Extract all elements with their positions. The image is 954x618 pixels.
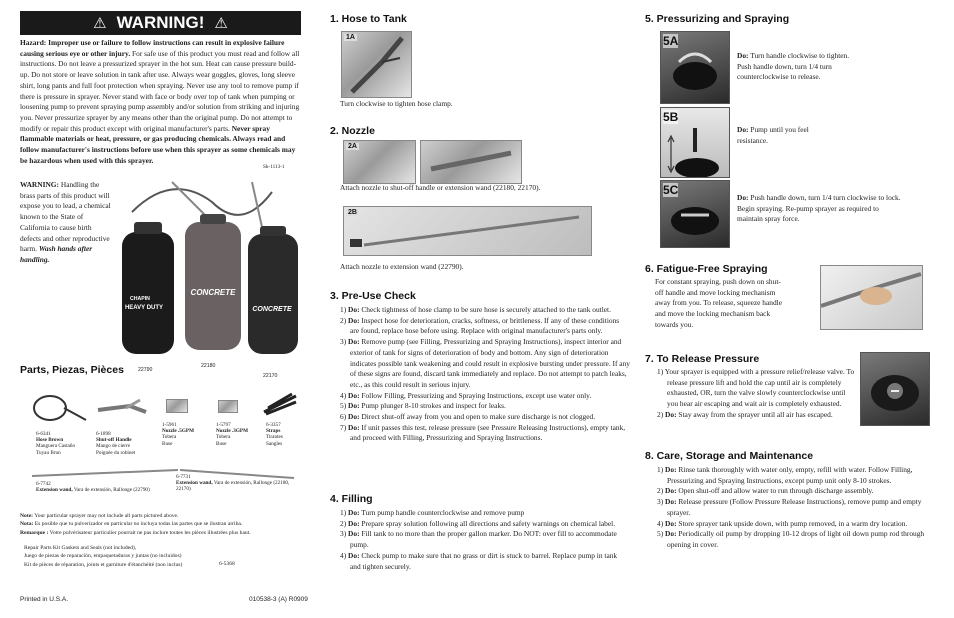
part-number: 6-7742 — [36, 481, 51, 487]
model-22170: 22170 — [263, 373, 278, 379]
step-do: Do: — [737, 125, 749, 134]
part-name-rest: Vara de extensión, Rallonge (22180, 22170) — [176, 480, 290, 493]
shutoff-handle-image — [96, 398, 154, 418]
hazard-lead: Hazard: Improper use or failure to follow instructions can result in explosive failure causing serious eye or other injury. — [20, 38, 285, 58]
item-text: Stay away from the sprayer until all air has escaped. — [676, 409, 833, 419]
item-text: Prepare spray solution following all directions and safety warnings on chemical label. — [359, 518, 616, 528]
list-item — [657, 465, 941, 486]
part-name-fr: Tuyau Brun — [36, 449, 61, 456]
model-22790: 22790 — [138, 367, 153, 373]
sprayer-label-1: HEAVY DUTY — [124, 305, 164, 311]
item-number: 2) — [657, 409, 664, 419]
figure-2b — [343, 206, 592, 256]
straps-image — [262, 392, 298, 416]
part-name: Shut-off Handle — [96, 437, 132, 444]
part-number: 6-1898 — [96, 431, 111, 437]
hazard-paragraph — [20, 38, 304, 166]
item-number: 4) — [657, 518, 664, 528]
footer-code: 010538-3 (A) R0909 — [249, 596, 308, 603]
list-item — [340, 423, 630, 444]
list-item — [340, 412, 630, 423]
item-do: Do: — [348, 315, 360, 325]
part-name-es: Tobera — [162, 434, 177, 441]
kit-line-fr: Kit de pièces de réparation, joints et garniture d'étanchéité (non inclus) — [24, 561, 183, 568]
item-do: Do: — [348, 390, 360, 400]
figure-5b — [660, 107, 730, 178]
list-item — [657, 367, 855, 410]
sprayer-label-3: CONCRETE — [252, 306, 292, 313]
nota-lead: Nota: — [20, 521, 34, 528]
list-item — [340, 316, 630, 337]
part-name-es: Mango de cierre — [96, 443, 130, 450]
figure-2a-left — [343, 140, 416, 184]
part-name: Extension wand, — [36, 487, 73, 494]
remarque-lead: Remarque : — [20, 529, 49, 536]
step-do: Do: — [737, 51, 749, 60]
warning-triangle-icon: ⚠ — [93, 15, 107, 32]
item-text: Rinse tank thoroughly with water only, empty, refill with water. Follow Filling, Pressurizing and Spraying Instructions, except pump unit only 8-10 strokes. — [667, 465, 913, 485]
item-number: 3) — [657, 497, 664, 507]
part-name: Straps — [266, 428, 281, 435]
item-do: Do: — [665, 529, 677, 539]
nozzle-3gpm-image — [218, 400, 238, 413]
part-name: Hose Brown — [36, 437, 64, 444]
list-item — [340, 508, 620, 519]
item-text: Open shut-off and allow water to run through discharge assembly. — [676, 486, 874, 496]
step-text: Pump until you feel resistance. — [737, 125, 809, 145]
item-text: Store sprayer tank upside down, with pump removed, in a warm dry location. — [676, 518, 908, 528]
sec6-text: For constant spraying, push down on shut-off handle and move locking mechanism away from you. To release, squeeze handle and move the locking mechanism back towards you. — [655, 277, 782, 329]
kit-number: 6-5368 — [219, 561, 235, 567]
list-item — [657, 410, 855, 421]
figure-2a-right — [420, 140, 522, 184]
kit-line-en: Repair Parts Kit Gaskets and Seals (not included), — [24, 545, 137, 551]
part-wand-22790 — [36, 481, 176, 493]
item-text: Your sprayer is equipped with a pressure relief/release valve. To release pressure lift and hold the cap until air is completely exhausted, OR, turn the valve slowly counterclockwise until you hear air escaping and wait air is completely exhausted. — [664, 367, 855, 409]
item-number: 5) — [340, 401, 347, 411]
prop65-end: Wash hands after handling. — [20, 244, 93, 264]
sec5-heading: 5. Pressurizing and Spraying — [645, 13, 790, 25]
part-number: 6-6341 — [36, 431, 51, 437]
item-number: 1) — [657, 465, 664, 474]
figure-5c — [660, 180, 730, 248]
item-do: Do: — [348, 529, 360, 539]
item-number: 1) — [657, 367, 664, 376]
item-do: Do: — [348, 412, 360, 422]
item-do: Do: — [665, 465, 677, 474]
figure-5a — [660, 31, 730, 104]
prop65-body: Handling the brass parts of this product will expose you to lead, a chemical known to the State of California to cause birth defects and other reproductive harm. — [20, 180, 111, 254]
part-straps — [266, 422, 306, 447]
sec7-list — [657, 367, 855, 421]
item-number: 4) — [340, 550, 347, 560]
item-text: Pump plunger 8-10 strokes and inspect for leaks. — [359, 401, 506, 411]
item-do: Do: — [348, 518, 360, 528]
item-text: Check tightness of hose clamp to be sure hose is securely attached to the tank outlet. — [359, 305, 611, 314]
list-item — [657, 519, 941, 530]
part-number: 6-3357 — [266, 422, 281, 428]
item-number: 3) — [340, 529, 347, 539]
list-item — [340, 529, 620, 550]
item-number: 7) — [340, 422, 347, 432]
sec3-list — [340, 305, 630, 444]
item-text: Periodically oil pump by dropping 10-12 drops of light oil down pump rod through opening in cover. — [667, 529, 925, 549]
model-22180: 22180 — [201, 363, 216, 369]
figure-6 — [820, 265, 923, 330]
part-wand-22180 — [176, 474, 300, 493]
note-lead: Note: — [20, 513, 34, 519]
part-name-rest: Vara de extensión, Rallonge (22790) — [72, 487, 150, 494]
sec8-list — [657, 465, 941, 551]
item-do: Do: — [348, 305, 360, 314]
part-name: Extension wand, — [176, 480, 213, 487]
fig-label: 5C — [663, 183, 679, 197]
item-do: Do: — [348, 337, 360, 347]
kit-line-es: Juego de piezas de reparación, empaquetaduras y juntas (no incluidos) — [24, 553, 182, 560]
part-name-es: Manguera Castaño — [36, 443, 76, 450]
prop65-lead: WARNING: — [20, 180, 60, 189]
hazard-body: For safe use of this product you must read and follow all instructions. Do not leave a pressurized sprayer in the hot sun. Heat can cause pressure build-up. Do not store or leave solution in tank after use. Always wear goggles, gloves, long sleeve shirt, long pants and full foot protection when spraying. Never use any tool to remove pump if there is pressure in sprayer. Never stand with face or body over top of tank when pumping or loosening pump to prevent spraying pump assembly and/or solution from striking and injuring you. Never pressurize sprayer by any means other than the original pump. Do not attempt to modify or repair this product except with original manufacturer's parts. — [20, 48, 300, 133]
part-number: 1-5797 — [216, 422, 231, 428]
sec2-heading: 2. Nozzle — [330, 125, 375, 137]
prop65-warning — [20, 180, 112, 266]
item-text: Direct shut-off away from you and open to make sure discharge is not clogged. — [359, 412, 596, 422]
item-text: Turn pump handle counterclockwise and remove pump — [359, 508, 525, 517]
fig-label: 5A — [663, 34, 679, 48]
step-5a-text — [737, 51, 857, 83]
list-item — [657, 529, 941, 550]
list-item — [340, 391, 630, 402]
list-item — [340, 305, 630, 316]
remarque-text: Votre pulvérisateur particulier pourrait ne pas inclure toutes les pièces illustrées plus haut. — [48, 529, 251, 536]
list-item — [340, 401, 630, 412]
sec3-heading: 3. Pre-Use Check — [330, 290, 416, 302]
item-number: 4) — [340, 390, 347, 400]
list-item — [340, 519, 620, 530]
item-do: Do: — [348, 550, 360, 560]
extension-wand-image — [30, 466, 180, 482]
warning-title: WARNING! — [116, 13, 205, 32]
warning-banner — [20, 11, 301, 35]
part-name-fr: Buse — [162, 440, 173, 447]
parts-notes — [20, 512, 310, 537]
step-text: Push handle down, turn 1/4 turn clockwise to lock. Begin spraying. Re-pump sprayer as required to maintain spray force. — [737, 193, 901, 224]
warning-triangle-icon: ⚠ — [214, 15, 228, 32]
item-number: 1) — [340, 508, 347, 517]
list-item — [340, 337, 630, 391]
part-number: 1-5961 — [162, 422, 177, 428]
part-nozzle-5gpm — [162, 422, 212, 447]
item-do: Do: — [665, 518, 677, 528]
step-text: Turn handle clockwise to tighten. Push handle down, turn 1/4 turn counterclockwise to release. — [737, 51, 850, 82]
part-name: Nozzle .5GPM — [162, 428, 194, 435]
part-number: 6-7731 — [176, 474, 191, 480]
sec4-heading: 4. Filling — [330, 493, 373, 505]
item-number: 5) — [657, 529, 664, 539]
item-number: 2) — [657, 486, 664, 496]
sec1-heading: 1. Hose to Tank — [330, 13, 407, 25]
part-name-fr: Buse — [216, 440, 227, 447]
hazard-bold: Never spray flammable materials or heat, pressure, or gas producing chemicals. Always read and follow manufacturer's instructions before use when this sprayer as some chemicals may be hazardous when used with this sprayer. — [20, 123, 296, 165]
item-number: 1) — [340, 305, 347, 314]
sprayer-lineup-image — [112, 172, 308, 372]
fig-label: 5B — [663, 110, 679, 124]
footer-printed: Printed in U.S.A. — [20, 596, 69, 603]
item-do: Do: — [348, 422, 360, 432]
part-name-es: Tobera — [216, 434, 231, 441]
hose-image — [28, 390, 88, 426]
part-nozzle-3gpm — [216, 422, 266, 447]
item-text: Release pressure (Follow Pressure Release Instructions), remove pump and empty sprayer. — [667, 497, 922, 517]
item-do: Do: — [665, 409, 677, 419]
item-do: Do: — [665, 497, 677, 507]
item-do: Do: — [348, 508, 360, 517]
sprayer-label-2: CONCRETE — [190, 288, 236, 297]
brand-label: CHAPIN — [130, 296, 150, 302]
part-name-fr: Sangles — [266, 440, 283, 447]
nota-text: Es posible que tu pulverizador en particular no incluya todas las partes que se ilustran arriba. — [33, 521, 243, 528]
part-name: Nozzle .3GPM — [216, 428, 248, 435]
step-5b-text — [737, 125, 817, 146]
step-5c-text — [737, 193, 901, 225]
item-text: Remove pump (see Filling, Pressurizing and Spraying Instructions), inspect interior and exterior of tank for signs of deterioration of body and bottom. Any sign of deterioration indicates possible tank weakening and could result in explosive bursting under pressure. If any of these signs are found, discard tank immediately and replace. Do not attempt to patch leaks, etc., as this could result in serious injury. — [350, 337, 630, 389]
fig-label: 1A — [346, 34, 355, 41]
fig-label: 2A — [348, 143, 357, 150]
figure-1a — [341, 31, 412, 98]
fig-label: 2B — [348, 209, 357, 216]
warning-code: Sk-1113-1 — [263, 164, 285, 170]
figure-7 — [860, 352, 930, 426]
sec4-list — [340, 508, 620, 572]
part-name-es: Tirantes — [266, 434, 283, 441]
note-text: Your particular sprayer may not include all parts pictured above. — [33, 513, 179, 519]
sec1-caption: Turn clockwise to tighten hose clamp. — [340, 99, 453, 108]
item-number: 3) — [340, 337, 347, 347]
sec2-caption-a: Attach nozzle to shut-off handle or extension wand (22180, 22170). — [340, 183, 541, 192]
item-number: 2) — [340, 315, 347, 325]
list-item — [657, 497, 941, 518]
item-text: Inspect hose for deterioration, cracks, softness, or brittleness. If any of these conditions are found, replace hose before using. Replace with original manufacturer's parts only. — [350, 315, 620, 336]
item-number: 6) — [340, 412, 347, 422]
item-text: Check pump to make sure that no grass or dirt is stuck to barrel. Replace pump in tank and tighten securely. — [350, 550, 618, 571]
item-number: 2) — [340, 518, 347, 528]
part-shutoff-handle — [96, 431, 160, 456]
parts-heading: Parts, Piezas, Pièces — [20, 364, 124, 376]
sec6-heading: 6. Fatigue-Free Spraying — [645, 263, 768, 275]
sec8-heading: 8. Care, Storage and Maintenance — [645, 450, 814, 462]
list-item — [657, 486, 941, 497]
part-hose — [36, 431, 96, 456]
item-do: Do: — [665, 486, 677, 496]
list-item — [340, 551, 620, 572]
item-do: Do: — [348, 401, 360, 411]
sec7-heading: 7. To Release Pressure — [645, 353, 760, 365]
item-text: Follow Filling, Pressurizing and Spraying Instructions, except use water only. — [359, 390, 592, 400]
part-name-fr: Poignée du robinet — [96, 449, 136, 456]
step-do: Do: — [737, 193, 749, 202]
item-text: Fill tank to no more than the proper gallon marker. Do NOT: over fill to accommodate pump. — [350, 529, 617, 550]
nozzle-5gpm-image — [166, 399, 188, 413]
item-text: If unit passes this test, release pressure (see Pressure Releasing Instructions), empty tank, and proceed with Filling, Pressurizing and Spraying Instructions. — [350, 422, 626, 443]
sec2-caption-b: Attach nozzle to extension wand (22790). — [340, 262, 464, 271]
